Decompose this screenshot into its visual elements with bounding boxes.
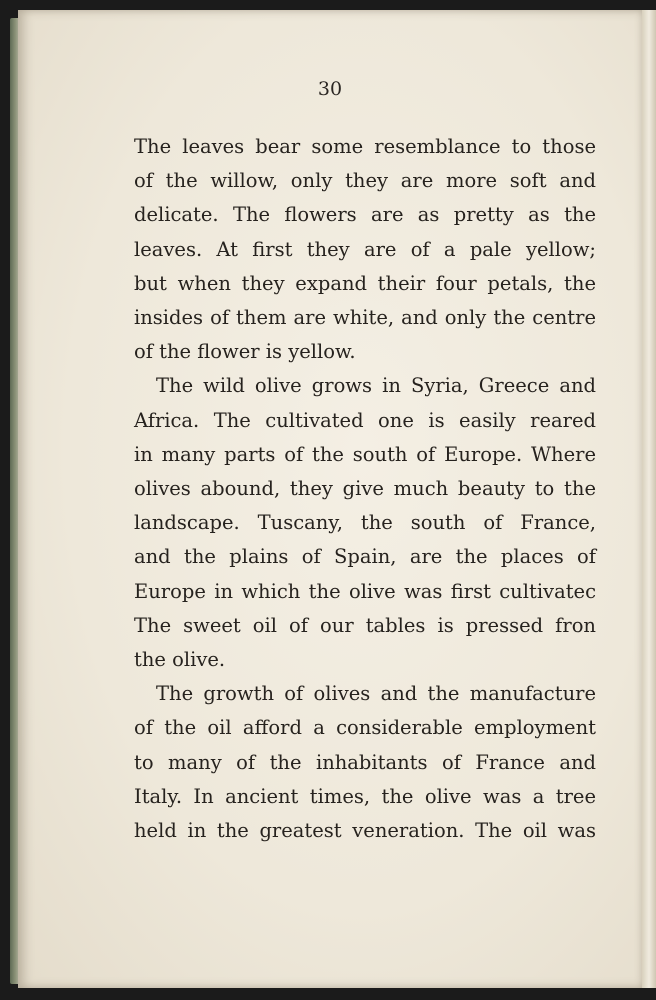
- text-line: and the plains of Spain, are the places of: [134, 545, 596, 569]
- text-line: of the oil afford a considerable employment: [134, 716, 596, 740]
- text-line: of the willow, only they are more soft and: [134, 169, 596, 193]
- page-number: 30: [317, 78, 343, 100]
- text-line: leaves. At first they are of a pale yellow;: [134, 237, 596, 261]
- text-line: to many of the inhabitants of France and: [134, 750, 596, 774]
- page-right-edge: [642, 10, 656, 988]
- text-line: olives abound, they give much beauty to the: [134, 477, 596, 501]
- text-line: the olive.: [134, 648, 226, 672]
- text-line: delicate. The flowers are as pretty as the: [134, 203, 596, 227]
- text-line: The sweet oil of our tables is pressed fron: [134, 613, 596, 637]
- text-line: The leaves bear some resemblance to those: [134, 135, 596, 158]
- text-line: but when they expand their four petals, the: [134, 271, 596, 295]
- text-line: held in the greatest veneration. The oil was: [134, 819, 596, 843]
- text-line: of the flower is yellow.: [134, 340, 356, 364]
- text-line: insides of them are white, and only the centre: [134, 306, 596, 330]
- body-text: [134, 130, 596, 848]
- text-line: landscape. Tuscany, the south of France,: [134, 511, 596, 535]
- text-line: The growth of olives and the manufacture: [156, 682, 596, 706]
- text-line: Africa. The cultivated one is easily reared: [134, 408, 596, 432]
- page: [18, 10, 642, 988]
- text-line: in many parts of the south of Europe. Where: [134, 442, 596, 466]
- text-line: Europe in which the olive was first cultivatec: [134, 579, 596, 603]
- text-line: Italy. In ancient times, the olive was a tree: [134, 784, 596, 808]
- text-line: The wild olive grows in Syria, Greece and: [156, 374, 596, 398]
